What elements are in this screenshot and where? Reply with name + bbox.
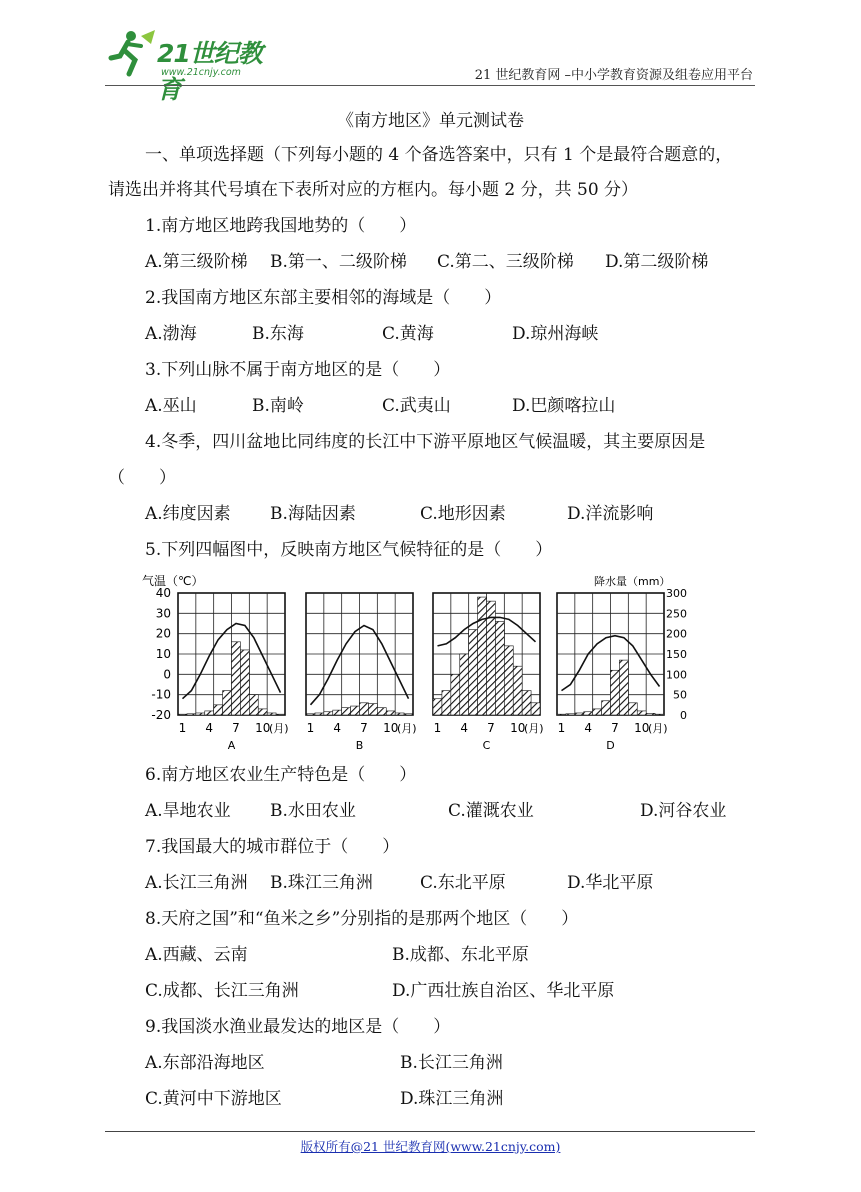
question-6-stem: 6.南方地区农业生产特色是（ ） xyxy=(145,765,417,785)
question-6-option-c[interactable]: C.灌溉农业 xyxy=(448,801,534,821)
question-6-option-d[interactable]: D.河谷农业 xyxy=(640,801,727,821)
month-tick-label: 4 xyxy=(333,721,342,735)
month-tick-label: 10 xyxy=(634,721,650,735)
precip-bar xyxy=(495,621,504,715)
month-tick-label: 4 xyxy=(584,721,593,735)
precip-tick-label: 250 xyxy=(666,607,687,621)
precip-bar xyxy=(637,711,646,715)
footer-divider xyxy=(105,1131,755,1132)
precip-bar xyxy=(469,630,478,715)
precip-bar xyxy=(513,666,522,715)
month-tick-label: 10 xyxy=(510,721,526,735)
precip-tick-label: 200 xyxy=(666,627,687,641)
month-tick-label: 1 xyxy=(557,721,566,735)
chart-panel-label: A xyxy=(227,739,236,752)
precip-bar xyxy=(395,713,404,715)
question-7-option-c[interactable]: C.东北平原 xyxy=(420,873,506,893)
month-tick-label: 7 xyxy=(360,721,368,735)
page-header xyxy=(105,28,755,104)
precip-bar xyxy=(214,705,223,715)
question-4-stem-cont: （ ） xyxy=(108,468,176,488)
chart-panel-label: D xyxy=(606,739,615,752)
precip-bar xyxy=(258,709,267,715)
precip-bar xyxy=(655,714,664,715)
runner-icon xyxy=(105,28,159,82)
question-7-option-a[interactable]: A.长江三角洲 xyxy=(145,873,248,893)
precip-bar xyxy=(324,712,333,715)
copyright-link[interactable]: 版权所有@21 世纪教育网(www.21cnjy.com) xyxy=(300,1139,561,1154)
precip-bar xyxy=(602,701,611,715)
precip-bar xyxy=(223,691,232,715)
temp-tick-label: 40 xyxy=(155,586,171,600)
temp-tick-label: 30 xyxy=(155,606,171,621)
precip-bar xyxy=(267,713,276,715)
question-3-option-a[interactable]: A.巫山 xyxy=(145,396,197,416)
month-tick-label: 1 xyxy=(306,721,315,735)
question-3-option-c[interactable]: C.武夷山 xyxy=(382,396,451,416)
precip-bar xyxy=(333,710,342,715)
logo-brand-text: 21世纪教育 xyxy=(157,39,262,104)
question-4-option-d[interactable]: D.洋流影响 xyxy=(567,504,654,524)
question-5-stem: 5.下列四幅图中，反映南方地区气候特征的是（ ） xyxy=(145,540,553,560)
precip-bar xyxy=(566,714,575,715)
precip-bar xyxy=(178,714,187,715)
question-4-option-c[interactable]: C.地形因素 xyxy=(420,504,506,524)
precip-bar xyxy=(584,712,593,715)
precip-bar xyxy=(478,597,487,715)
precip-bar xyxy=(196,713,205,715)
question-7-stem: 7.我国最大的城市群位于（ ） xyxy=(145,837,400,857)
temp-tick-label: 10 xyxy=(155,647,171,661)
precip-tick-label: 300 xyxy=(666,587,687,600)
precip-tick-label: 150 xyxy=(666,648,687,661)
question-8-option-c[interactable]: C.成都、长江三角洲 xyxy=(145,981,299,1001)
precip-bar xyxy=(504,646,513,715)
question-7-option-b[interactable]: B.珠江三角洲 xyxy=(270,873,373,893)
precip-bar xyxy=(232,642,241,715)
question-6-option-a[interactable]: A.旱地农业 xyxy=(145,801,231,821)
precip-bar xyxy=(460,654,469,715)
precip-bar xyxy=(611,670,620,715)
precip-bar xyxy=(368,704,377,715)
chart-panel-label: B xyxy=(355,739,364,752)
precip-bar xyxy=(646,713,655,715)
temp-tick-label: -20 xyxy=(151,708,171,722)
question-2-option-b[interactable]: B.东海 xyxy=(252,324,304,344)
question-9-option-d[interactable]: D.珠江三角洲 xyxy=(400,1089,504,1109)
question-2-option-c[interactable]: C.黄海 xyxy=(382,324,434,344)
month-tick-label: 4 xyxy=(460,721,469,735)
precip-bar xyxy=(306,714,315,715)
precip-bar xyxy=(557,714,566,715)
precip-bar xyxy=(531,703,540,715)
question-4-stem: 4.冬季，四川盆地比同纬度的长江中下游平原地区气候温暖，其主要原因是 xyxy=(145,432,706,452)
month-tick-label: 7 xyxy=(611,721,619,735)
climate-charts-svg xyxy=(142,574,687,752)
page-title: 《南方地区》单元测试卷 xyxy=(337,111,524,131)
question-9-stem: 9.我国淡水渔业最发达的地区是（ ） xyxy=(145,1017,451,1037)
precip-bar xyxy=(351,706,360,715)
precip-bar xyxy=(386,711,395,715)
precip-bar xyxy=(451,674,460,715)
precip-tick-label: 100 xyxy=(666,668,687,682)
question-9-option-a[interactable]: A.东部沿海地区 xyxy=(145,1053,265,1073)
question-8-option-b[interactable]: B.成都、东北平原 xyxy=(392,945,529,965)
month-tick-label: 7 xyxy=(487,721,495,735)
question-3-stem: 3.下列山脉不属于南方地区的是（ ） xyxy=(145,360,451,380)
precip-axis-title: 降水量（mm） xyxy=(594,575,671,588)
precip-tick-label: 50 xyxy=(673,688,687,702)
month-tick-label: 10 xyxy=(383,721,399,735)
section-instruction-line1: 一、单项选择题（下列每小题的 4 个备选答案中，只有 1 个是最符合题意的， xyxy=(145,145,733,165)
question-8-option-a[interactable]: A.西藏、云南 xyxy=(145,945,248,965)
question-9-option-c[interactable]: C.黄河中下游地区 xyxy=(145,1089,282,1109)
month-unit-label: (月) xyxy=(396,722,417,735)
chart-panel-label: C xyxy=(482,739,491,752)
header-divider xyxy=(105,85,755,86)
precip-bar xyxy=(249,695,258,715)
precip-bar xyxy=(593,709,602,715)
question-4-option-a[interactable]: A.纬度因素 xyxy=(145,504,231,524)
question-1-option-a[interactable]: A.第三级阶梯 xyxy=(145,252,248,272)
precip-bar xyxy=(276,714,285,715)
precip-bar xyxy=(315,713,324,715)
precip-tick-label: 0 xyxy=(680,709,687,722)
logo-url-text: www.21cnjy.com xyxy=(161,67,241,78)
precip-bar xyxy=(433,699,442,715)
header-tagline: 21 世纪教育网 –中小学教育资源及组卷应用平台 xyxy=(474,68,753,83)
month-unit-label: (月) xyxy=(647,722,668,735)
month-tick-label: 7 xyxy=(232,721,240,735)
question-8-stem: 8.天府之国”和“鱼米之乡”分别指的是那两个地区（ ） xyxy=(145,909,579,929)
question-1-stem: 1.南方地区地跨我国地势的（ ） xyxy=(145,216,417,236)
month-unit-label: (月) xyxy=(523,722,544,735)
precip-bar xyxy=(240,650,249,715)
temp-tick-label: 0 xyxy=(163,667,171,682)
month-tick-label: 1 xyxy=(433,721,442,735)
precip-bar xyxy=(404,714,413,715)
question-1-option-d[interactable]: D.第二级阶梯 xyxy=(605,252,709,272)
question-6-option-b[interactable]: B.水田农业 xyxy=(270,801,356,821)
question-3-option-b[interactable]: B.南岭 xyxy=(252,396,304,416)
question-9-option-b[interactable]: B.长江三角洲 xyxy=(400,1053,503,1073)
precip-bar xyxy=(377,708,386,715)
month-tick-label: 1 xyxy=(178,721,187,735)
temp-axis-title: 气温（℃） xyxy=(142,574,204,588)
precip-bar xyxy=(522,691,531,715)
precip-bar xyxy=(442,691,451,715)
month-tick-label: 10 xyxy=(255,721,271,735)
climate-charts-figure xyxy=(142,574,687,752)
question-2-option-a[interactable]: A.渤海 xyxy=(145,324,197,344)
question-8-option-d[interactable]: D.广西壮族自治区、华北平原 xyxy=(392,981,615,1001)
month-unit-label: (月) xyxy=(268,722,289,735)
question-1-option-c[interactable]: C.第二、三级阶梯 xyxy=(437,252,574,272)
question-3-option-d[interactable]: D.巴颜喀拉山 xyxy=(512,396,616,416)
precip-bar xyxy=(187,714,196,715)
question-1-option-b[interactable]: B.第一、二级阶梯 xyxy=(270,252,407,272)
question-4-option-b[interactable]: B.海陆因素 xyxy=(270,504,356,524)
precip-bar xyxy=(360,703,369,715)
site-logo[interactable] xyxy=(105,28,285,104)
temp-tick-label: 20 xyxy=(155,626,171,641)
precip-bar xyxy=(628,703,637,715)
section-instruction-line2: 请选出并将其代号填在下表所对应的方框内。每小题 2 分，共 50 分） xyxy=(108,180,639,200)
question-2-stem: 2.我国南方地区东部主要相邻的海域是（ ） xyxy=(145,288,502,308)
question-7-option-d[interactable]: D.华北平原 xyxy=(567,873,654,893)
temp-tick-label: -10 xyxy=(151,687,171,702)
question-2-option-d[interactable]: D.琼州海峡 xyxy=(512,324,599,344)
month-tick-label: 4 xyxy=(205,721,214,735)
precip-bar xyxy=(575,713,584,715)
precip-bar xyxy=(342,708,351,715)
precip-bar xyxy=(619,660,628,715)
precip-bar xyxy=(205,711,214,715)
